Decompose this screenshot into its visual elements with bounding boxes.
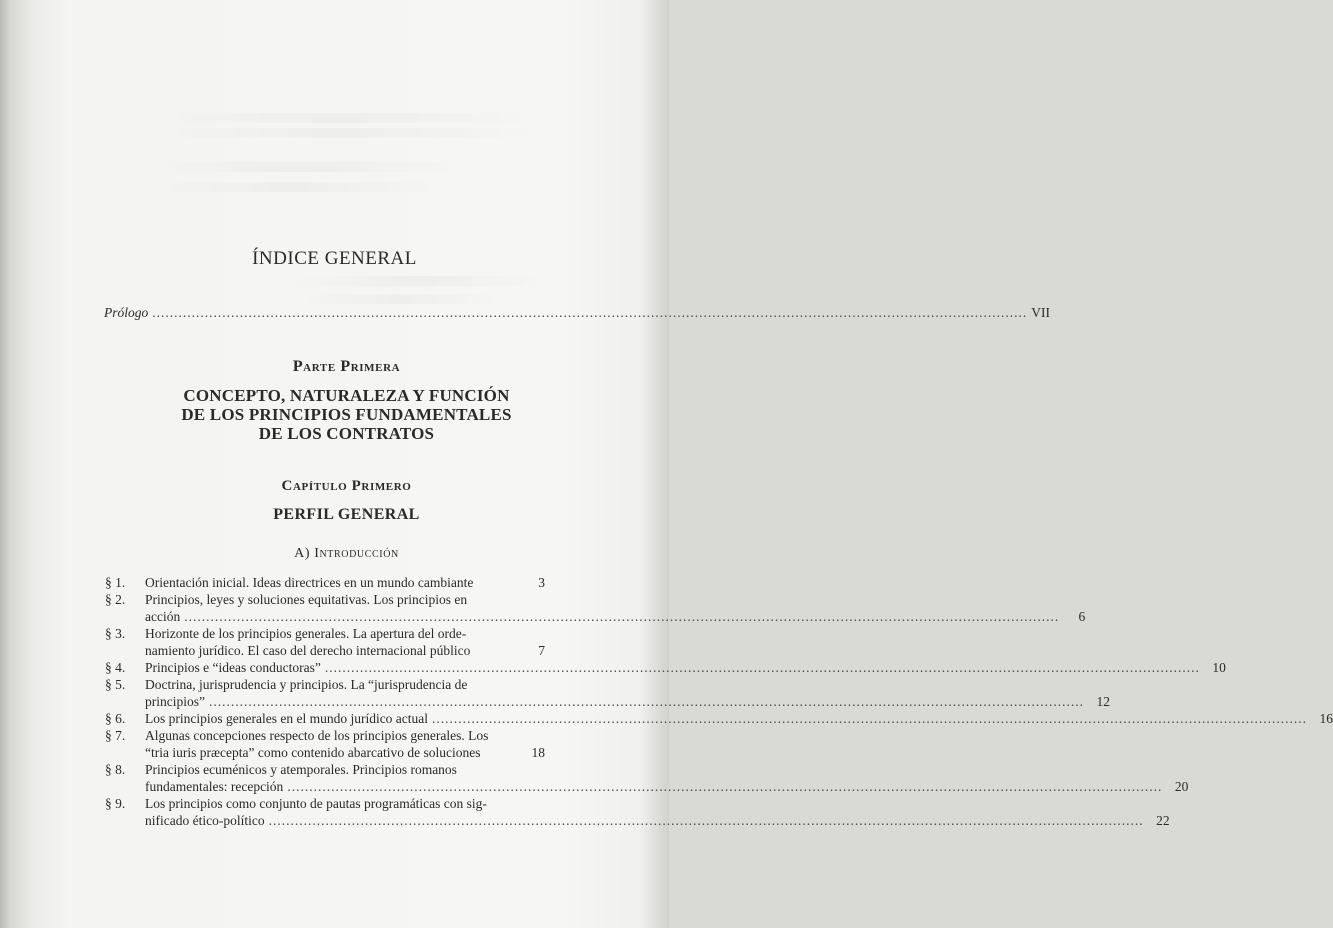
entry-body — [145, 676, 1110, 710]
show-through-text — [290, 276, 550, 286]
entry-last-line — [145, 642, 545, 659]
entry-body — [145, 761, 1188, 795]
entry-number: § 2. — [105, 592, 126, 607]
show-through-text — [140, 162, 460, 172]
entry-last-line — [145, 778, 1188, 795]
entry-body — [145, 795, 1170, 829]
entry-number: § 6. — [105, 711, 126, 726]
entry-text-line: Los principios como conjunto de pautas programáticas con sig- — [145, 796, 487, 811]
entry-text: Principios e “ideas conductoras” — [145, 660, 321, 675]
part-title — [0, 386, 681, 443]
dot-leader — [269, 812, 1144, 829]
entry-number: § 7. — [105, 728, 126, 743]
entry-text: nificado ético-político — [145, 813, 265, 828]
entry-number: § 5. — [105, 677, 126, 692]
toc-entry — [105, 795, 1170, 829]
entry-last-line — [145, 574, 545, 591]
entry-body — [145, 574, 545, 591]
entry-text: namiento jurídico. El caso del derecho internacional público — [145, 643, 471, 658]
entry-page: 7 — [538, 643, 545, 658]
entry-text-line: Principios ecuménicos y atemporales. Principios romanos — [145, 762, 457, 777]
entry-text: principios” — [145, 694, 205, 709]
toc-entry — [105, 676, 1110, 710]
entry-page: 6 — [1078, 609, 1086, 624]
entry-last-line — [145, 812, 1170, 829]
dot-leader — [287, 778, 1162, 795]
entry-page: 16 — [1319, 711, 1333, 726]
page-title-text: ÍNDICE GENERAL — [252, 248, 417, 269]
show-through-text — [140, 128, 540, 138]
entry-number: § 1. — [105, 575, 126, 590]
part-title-line: CONCEPTO, NATURALEZA Y FUNCIÓN — [183, 386, 510, 405]
entry-last-line — [145, 744, 545, 761]
part-heading: Parte Primera — [292, 358, 401, 375]
prologue-entry — [104, 304, 1051, 321]
entry-body — [145, 710, 1333, 727]
section-heading: A) Introducción — [294, 546, 399, 561]
dot-leader — [209, 693, 1084, 710]
entry-page: 12 — [1096, 694, 1110, 709]
entry-number: § 3. — [105, 626, 126, 641]
entry-text: fundamentales: recepción — [145, 779, 284, 794]
entry-text: acción — [145, 609, 181, 624]
entry-last-line — [145, 693, 1110, 710]
entry-number: § 8. — [105, 762, 126, 777]
show-through-text — [140, 182, 440, 192]
toc-entry — [105, 591, 1086, 625]
entry-last-line — [145, 608, 1085, 625]
entry-body — [145, 591, 1085, 625]
toc-entry — [105, 727, 545, 761]
entry-text-line: Principios, leyes y soluciones equitativas. Los principios en — [145, 592, 468, 607]
entry-text-line: Doctrina, jurisprudencia y principios. La “jurisprudencia de — [145, 677, 468, 692]
entry-text-line: Horizonte de los principios generales. La apertura del orde- — [145, 626, 467, 641]
toc-entry — [105, 625, 545, 659]
dot-leader — [152, 304, 1027, 321]
show-through-text — [140, 113, 540, 123]
toc-entry — [105, 574, 545, 591]
entry-last-line — [145, 659, 1226, 676]
entry-last-line — [145, 710, 1333, 727]
chapter-title: PERFIL GENERAL — [273, 506, 420, 523]
dot-leader — [184, 608, 1059, 625]
chapter-heading: Capítulo Primero — [281, 478, 412, 494]
entry-page: 10 — [1212, 660, 1226, 675]
entry-text: Los principios generales en el mundo jurídico actual — [145, 711, 429, 726]
dot-leader — [432, 710, 1307, 727]
entry-body — [145, 659, 1226, 676]
entry-page: 22 — [1156, 813, 1170, 828]
prologue-label: Prólogo — [104, 305, 149, 320]
dot-leader — [325, 659, 1200, 676]
entry-text-line: Algunas concepciones respecto de los principios generales. Los — [145, 728, 489, 743]
toc-entry — [105, 761, 1189, 795]
entry-body — [145, 727, 545, 761]
show-through-text — [300, 294, 500, 304]
entry-body — [145, 625, 545, 659]
prologue-page: VII — [1031, 305, 1051, 320]
entry-text: “tria iuris præcepta” como contenido abarcativo de soluciones — [145, 745, 481, 760]
part-title-line: DE LOS PRINCIPIOS FUNDAMENTALES — [181, 405, 512, 424]
entry-number: § 4. — [105, 660, 126, 675]
page-title — [0, 248, 669, 270]
entry-page: 20 — [1174, 779, 1189, 794]
entry-page: 18 — [531, 745, 545, 760]
toc-entry — [105, 710, 1333, 727]
entry-number: § 9. — [105, 796, 126, 811]
part-title-line: DE LOS CONTRATOS — [258, 424, 435, 443]
entry-text: Orientación inicial. Ideas directrices en un mundo cambiante — [145, 575, 474, 590]
toc-entries — [105, 574, 1333, 829]
toc-entry — [105, 659, 1226, 676]
entry-page: 3 — [538, 575, 545, 590]
